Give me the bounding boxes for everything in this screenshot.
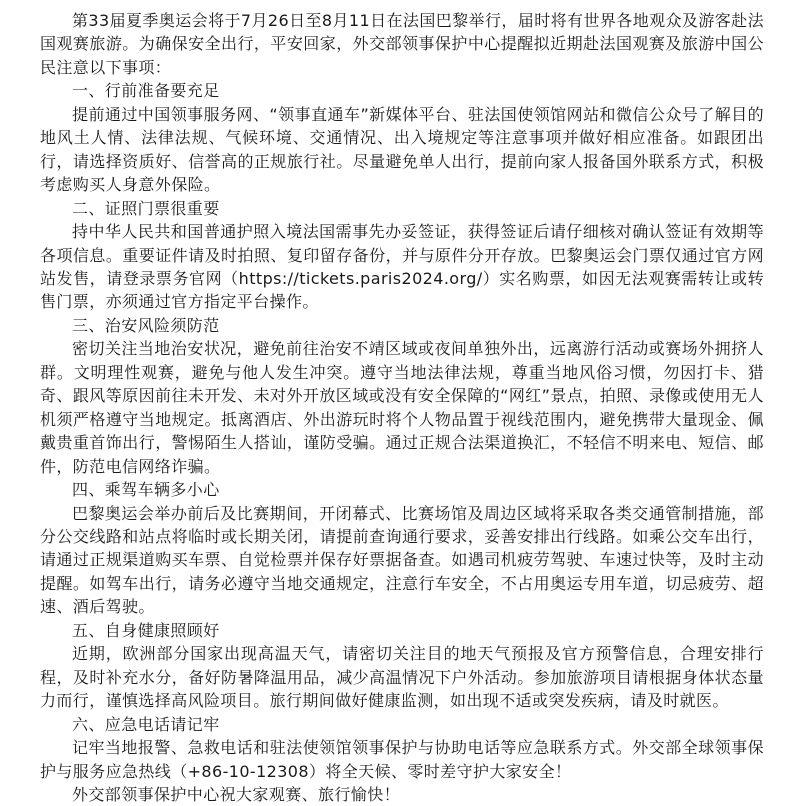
section-heading: 一、行前准备要充足 [72, 81, 220, 101]
section-body: 近期，欧洲部分国家出现高温天气，请密切关注目的地天气预报及官方预警信息，合理安排行程，及时补充水分，备好防暑降温用品，减少高温情况下户外活动。参加旅游项目请根据身体状态量力而行，谨慎选择高风险项目。旅行期间做好健康监测，如出现不适或突发疾病，请及时就医。 [40, 644, 764, 711]
section-body: 巴黎奥运会举办前后及比赛期间，开闭幕式、比赛场馆及周边区域将采取各类交通管制措施，部分公交线路和站点将临时或长期关闭，请提前查询通行要求，妥善安排出行线路。如乘公交车出行，请通过正规渠道购买车票、自觉检票并保存好票据备查。如遇司机疲劳驾驶、车速过快等，及时主动提醒。如驾车出行，请务必遵守当地交通规定，注意行车安全，不占用奥运专用车道，切忌疲劳、超速、酒后驾驶。 [40, 503, 764, 617]
section-heading: 三、治安风险须防范 [72, 315, 220, 335]
section-body: 记牢当地报警、急救电话和驻法使领馆领事保护与协助电话等应急联系方式。外交部全球领事保护与服务应急热线（+86-10-12308）将全天候、零时差守护大家安全！ [40, 738, 764, 781]
section-heading: 四、乘驾车辆多小心 [72, 480, 220, 500]
section-body: 密切关注当地治安状况，避免前往治安不靖区域或夜间单独外出，远离游行活动或赛场外拥挤人群。文明理性观赛，避免与他人发生冲突。遵守当地法律法规，尊重当地风俗习惯，勿因打卡、猎奇、跟风等原因前往未开发、未对外开放区域或没有安全保障的“网红”景点，拍照、录像或使用无人机须严格遵守当地规定。抵离酒店、外出游玩时将个人物品置于视线范围内，避免携带大量现金、佩戴贵重首饰出行，警惕陌生人搭讪，谨防受骗。通过正规合法渠道换汇，不轻信不明来电、短信、邮件，防范电信网络诈骗。 [40, 339, 764, 476]
article-body [40, 9, 764, 806]
section-heading: 二、证照门票很重要 [72, 198, 220, 218]
section-body: 提前通过中国领事服务网、“领事直通车”新媒体平台、驻法国使领馆网站和微信公众号了解目的地风土人情、法律法规、气候环境、交通情况、出入境规定等注意事项并做好相应准备。如跟团出行，请选择资质好、信誉高的正规旅行社。尽量避免单人出行，提前向家人报备国外联系方式，积极考虑购买人身意外保险。 [40, 104, 764, 195]
intro-paragraph: 第33届夏季奥运会将于7月26日至8月11日在法国巴黎举行，届时将有世界各地观众及游客赴法国观赛旅游。为确保安全出行，平安回家，外交部领事保护中心提醒拟近期赴法国观赛及旅游中国公民注意以下事项： [40, 11, 764, 77]
section-body: 持中华人民共和国普通护照入境法国需事先办妥签证，获得签证后请仔细核对确认签证有效期等各项信息。重要证件请及时拍照、复印留存备份，并与原件分开存放。巴黎奥运会门票仅通过官方网站发售，请登录票务官网（https://tickets.paris2024.org/）实名购票，如因无法观赛需转让或转售门票，亦须通过官方指定平台操作。 [40, 222, 764, 312]
section-heading: 五、自身健康照顾好 [72, 620, 220, 640]
section-heading: 六、应急电话请记牢 [72, 714, 220, 734]
closing-line: 外交部领事保护中心祝大家观赛、旅行愉快！ [72, 784, 401, 804]
